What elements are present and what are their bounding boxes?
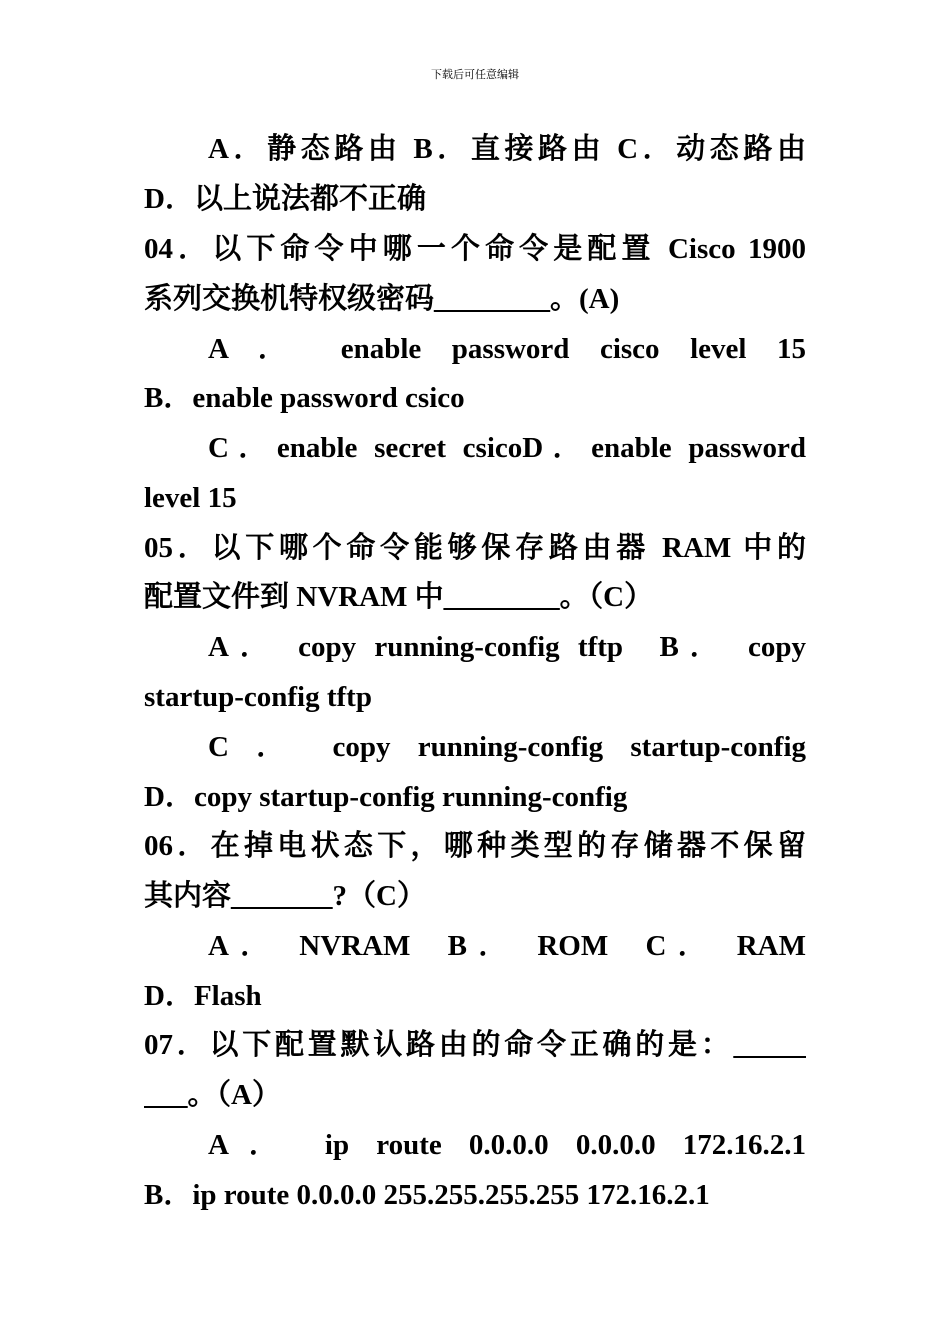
- option-line-q06-d: D．Flash: [144, 980, 262, 1012]
- option-line-q05-d: D．copy startup-config running-config: [144, 781, 628, 813]
- option-line-q03-abc: A．静态路由 B．直接路由 C．动态路由: [208, 133, 806, 165]
- option-line-q07-b: B．ip route 0.0.0.0 255.255.255.255 172.16.2.1: [144, 1179, 710, 1211]
- question-07-line-1: 07．以下配置默认路由的命令正确的是：_____: [144, 1029, 806, 1061]
- option-line-q04-cd: C．enable secret csicoD．enable password: [208, 432, 806, 464]
- option-line-q05-c: C ． copy running-config startup-config: [208, 731, 806, 763]
- option-line-q05-ab: A． copy running-config tftp B． copy: [208, 631, 806, 663]
- question-06-line-1: 06．在掉电状态下，哪种类型的存储器不保留: [144, 830, 806, 862]
- option-line-q04-b: B．enable password csico: [144, 382, 465, 414]
- question-04-line-2: 系列交换机特权级密码________。(A): [144, 283, 620, 315]
- question-05-line-1: 05．以下哪个命令能够保存路由器 RAM 中的: [144, 532, 806, 564]
- question-07-line-2: ___。（A）: [144, 1079, 281, 1111]
- question-05-line-2: 配置文件到 NVRAM 中________。（C）: [144, 581, 654, 613]
- option-line-q05-b-cont: startup-config tftp: [144, 681, 372, 713]
- question-06-line-2: 其内容_______?（C）: [144, 880, 426, 912]
- option-line-q04-a: A ． enable password cisco level 15: [208, 333, 806, 365]
- question-04-line-1: 04．以下命令中哪一个命令是配置 Cisco 1900: [144, 233, 806, 265]
- option-line-q04-d-cont: level 15: [144, 482, 237, 514]
- option-line-q07-a: A． ip route 0.0.0.0 0.0.0.0 172.16.2.1: [208, 1129, 806, 1161]
- option-line-q03-d: D．以上说法都不正确: [144, 183, 426, 215]
- option-line-q06-abc: A． NVRAM B． ROM C． RAM: [208, 930, 806, 962]
- page-header: 下载后可任意编辑: [431, 68, 519, 81]
